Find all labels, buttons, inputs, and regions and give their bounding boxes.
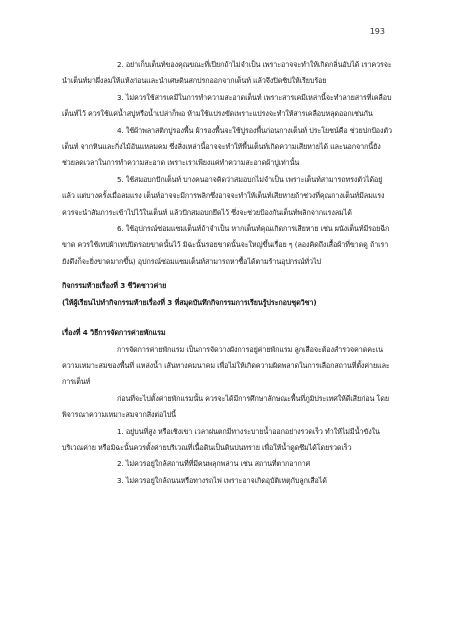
page-number: 193	[369, 27, 385, 36]
activity-title: กิจกรรมท้ายเรื่องที่ 3 ชีวิตชาวค่าย	[62, 281, 167, 291]
list-item: 2. ไม่ควรอยู่ใกล้สถานที่ที่มีคนพลุกพล่าน เช่น สถานที่ตากอากาศ	[117, 459, 311, 469]
list-item: 3. ไม่ควรอยู่ใกล้ถนนหรือทางรถไฟ เพราะอาจเกิดอุบัติเหตุกับลูกเสือได้	[117, 475, 327, 485]
section-paragraph: ก่อนที่จะไปตั้งค่ายพักแรมนั้น ควรจะได้มีการศึกษาลักษณะพื้นที่ภูมิประเทศให้ดีเสียก่อน โดยพิจารณาความเหมาะสมจากสิ่งต่อไปนี้	[62, 393, 389, 420]
list-item: 2. อย่าเก็บเต็นท์ของคุณขณะที่เปียกถ้าไม่จำเป็น เพราะอาจจะทำให้เกิดกลิ่นอับได้ เราควรจะนำเต็นท์มาผึ่งลมให้แห้งก่อนและนำเศษดินสกปรกออกจากเต็นท์ แล้วจึงปิดซิปให้เรียบร้อย	[62, 60, 392, 86]
list-item: 5. ใช้สมอบกปักเต็นท์ บางคนอาจคิดว่าสมอบกไม่จำเป็น เพราะเต็นท์สามารถทรงตัวได้อยู่แล้ว แต่บางครั้งเมื่อลมแรง เต็นท์อาจจะมีการพลิกซึ่งอาจจะทำให้เต็นท์เสียหายถ้าช่วงที่คุณกางเต็นท์มีลมแรงควรจะนำสัมภาระเข้าไปไว้ในเต็นท์ แล้วปักสมอบกยึดไว้ ซึ่งจะช่วยป้องกันเต็นท์พลิกจากแรงลมได้	[62, 174, 385, 217]
page-body	[62, 57, 392, 489]
list-item: 4. ใช้ผ้าพลาสติกปูรองพื้น ผ้ารองพื้นจะใช้ปูรองพื้นก่อนกางเต็นท์ ประโยชน์คือ ช่วยปกป้องตัวเต็นท์ จากหินและกิ่งไม้อันแหลมคม ซึ่งสิ่งเหล่านี้อาจจะทำให้พื้นเต็นท์เกิดความเสียหายได้ และนอกจากนี้ยังช่วยลดเวลาในการทำความสะอาด เพราะเราเพียงแค่ทำความสะอาดผ้าปูเท่านั้น	[62, 125, 392, 168]
section-intro: การจัดการค่ายพักแรม เป็นการจัดวางผังการอยู่ค่ายพักแรม ลูกเสือจะต้องสำรวจคาดคะเนความเหมาะสมของพื้นที่ แหล่งน้ำ เส้นทางคมนาคม เพื่อไม่ให้เกิดความผิดพลาดในการเลือกสถานที่ตั้งค่ายและการเต็นท์	[62, 344, 390, 387]
list-item: 3. ไม่ควรใช้สารเคมีในการทำความสะอาดเต็นท์ เพราะสารเคมีเหล่านี้จะทำลายสารที่เคลือบเต็นท์ไว้ ควรใช้แค่น้ำสบู่หรือน้ำเปล่าก็พอ ห้ามใช้แปรงขัดเพราะแปรงจะทำให้สารเคลือบหลุดออกเช่นกัน	[62, 92, 392, 119]
list-item: 1. อยู่บนที่สูง หรือเชิงเขา เวลาฝนตกมีทางระบายน้ำออกอย่างรวดเร็ว ทำให้ไม่มีน้ำขังในบริเวณค่าย หรือมิฉะนั้นควรตั้งค่ายบริเวณที่เนื้อดินเป็นดินปนทราย เพื่อให้น้ำดูดซึมได้โดยรวดเร็ว	[62, 426, 380, 452]
section-title: เรื่องที่ 4 วิธีการจัดการค่ายพักแรม	[62, 328, 166, 338]
list-item: 6. ใช้อุปกรณ์ซ่อมแซมเต็นท์ถ้าจำเป็น หากเต็นท์คุณเกิดการเสียหาย เช่น ผนังเต็นท์มีรอยฉีกขาด ควรใช้เทปผ้าเทปปิดรอยขาดนั้นไว้ มิฉะนั้นรอยขาดนั้นจะใหญ่ขึ้นเรื่อย ๆ (ลองคิดถึงเสื้อผ้าที่ขาดดู ถ้าเรายังดึงก็จะยิ่งขาดมากขึ้น) อุปกรณ์ซ่อมแซมเต็นท์สามารถหาซื้อได้ตามร้านอุปกรณ์ทั่วไป	[62, 224, 390, 266]
activity-subtitle: (ให้ผู้เรียนไปทำกิจกรรมท้ายเรื่องที่ 3 ที่สมุดบันทึกกิจกรรมการเรียนรู้ประกอบชุดวิชา)	[62, 297, 317, 307]
